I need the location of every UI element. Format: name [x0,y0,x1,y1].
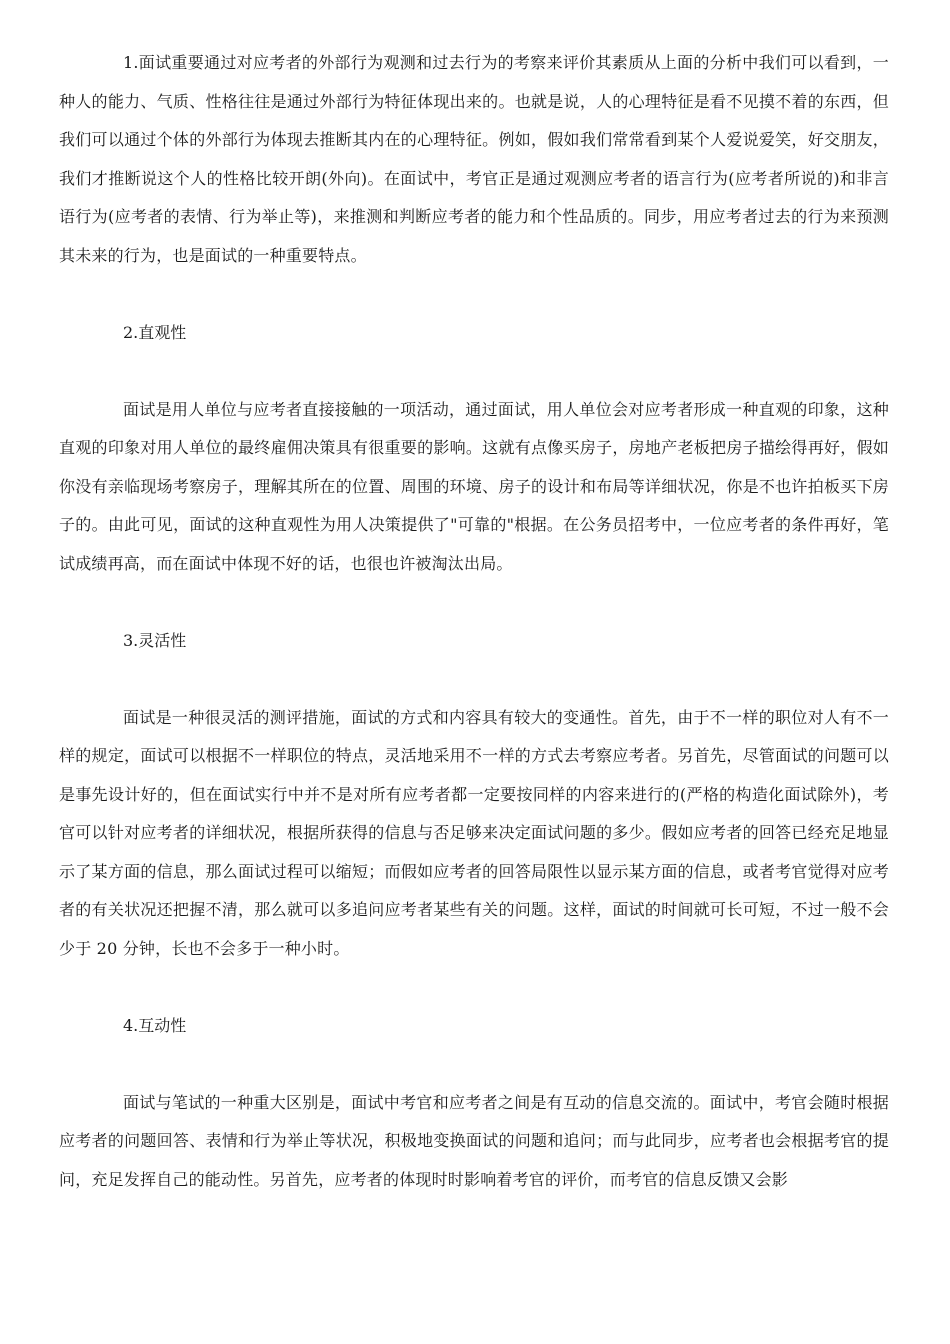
spacer [59,1045,889,1084]
paragraph-intuitiveness: 面试是用人单位与应考者直接接触的一项活动，通过面试，用人单位会对应考者形成一种直观的印象，这种直观的印象对用人单位的最终雇佣决策具有很重要的影响。这就有点像买房子，房地产老板把房子描绘得再好，假如你没有亲临现场考察房子，理解其所在的位置、周围的环境、房子的设计和布局等详细状况，你是不也许拍板买下房子的。由此可见，面试的这种直观性为用人决策提供了"可靠的"根据。在公务员招考中，一位应考者的条件再好，笔试成绩再高，而在面试中体现不好的话，也很也许被淘汰出局。 [59,399,889,573]
section-heading-flexibility: 3.灵活性 [123,630,187,650]
spacer [59,352,889,391]
spacer [59,968,889,1007]
document-page [59,44,889,1199]
section-heading-interactivity: 4.互动性 [123,1015,187,1035]
paragraph-interview-behavior: 1.面试重要通过对应考者的外部行为观测和过去行为的考察来评价其素质从上面的分析中我们可以看到，一种人的能力、气质、性格往往是通过外部行为特征体现出来的。也就是说，人的心理特征是看不见摸不着的东西，但我们可以通过个体的外部行为体现去推断其内在的心理特征。例如，假如我们常常看到某个人爱说爱笑，好交朋友，我们才推断说这个人的性格比较开朗(外向)。在面试中，考官正是通过观测应考者的语言行为(应考者所说的)和非言语行为(应考者的表情、行为举止等)，来推测和判断应考者的能力和个性品质的。同步，用应考者过去的行为来预测其未来的行为，也是面试的一种重要特点。 [59,53,889,265]
paragraph-flexibility: 面试是一种很灵活的测评措施，面试的方式和内容具有较大的变通性。首先，由于不一样的职位对人有不一样的规定，面试可以根据不一样职位的特点，灵活地采用不一样的方式去考察应考者。另首先，尽管面试的问题可以是事先设计好的，但在面试实行中并不是对所有应考者都一定要按同样的内容来进行的(严格的构造化面试除外)，考官可以针对应考者的详细状况，根据所获得的信息与否足够来决定面试问题的多少。假如应考者的回答已经充足地显示了某方面的信息，那么面试过程可以缩短；而假如应考者的回答局限性以显示某方面的信息，或者考官觉得对应考者的有关状况还把握不清，那么就可以多追问应考者某些有关的问题。这样，面试的时间就可长可短，不过一般不会少于 20 分钟，长也不会多于一种小时。 [59,707,889,958]
spacer [59,583,889,622]
spacer [59,660,889,699]
section-heading-intuitiveness: 2.直观性 [123,322,187,342]
paragraph-interactivity: 面试与笔试的一种重大区别是，面试中考官和应考者之间是有互动的信息交流的。面试中，考官会随时根据应考者的问题回答、表情和行为举止等状况，积极地变换面试的问题和追问；而与此同步，应考者也会根据考官的提问，充足发挥自己的能动性。另首先，应考者的体现时时影响着考官的评价，而考官的信息反馈又会影 [59,1092,889,1189]
spacer [59,275,889,314]
